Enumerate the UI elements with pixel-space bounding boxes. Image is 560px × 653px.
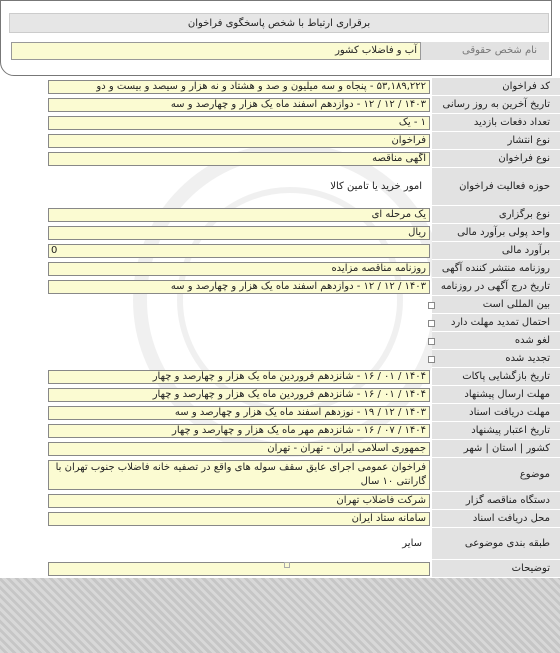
detail-value-field[interactable]: 0: [48, 244, 430, 258]
detail-label: مهلت دریافت اسناد: [432, 404, 560, 422]
detail-value-field[interactable]: فراخوان عمومی اجرای عایق سقف سوله های واقع در تصفیه خانه فاضلاب جنوب تهران با گارانتی ۱۰ سال: [48, 460, 430, 490]
detail-row: [0, 386, 560, 404]
detail-value-field[interactable]: یک مرحله ای: [48, 208, 430, 222]
detail-label: حوزه فعالیت فراخوان: [432, 168, 560, 206]
detail-label: محل دریافت اسناد: [432, 510, 560, 528]
detail-row: [0, 242, 560, 260]
detail-row: [0, 168, 560, 206]
detail-label: کشور | استان | شهر: [432, 440, 560, 458]
detail-row: [0, 260, 560, 278]
detail-row: [0, 332, 560, 350]
detail-value-field[interactable]: ۵۳,۱۸۹,۲۲۲ - پنجاه و سه میلیون و صد و هشتاد و نه هزار و سیصد و بیست و دو: [48, 80, 430, 94]
detail-row: [0, 114, 560, 132]
detail-value-field[interactable]: ۱۴۰۳ / ۱۲ / ۱۲ - دوازدهم اسفند ماه یک هزار و چهارصد و سه: [48, 280, 430, 294]
detail-label: نوع انتشار: [432, 132, 560, 150]
page-footer-area: [0, 578, 560, 653]
detail-value-field[interactable]: ۱۴۰۴ / ۰۱ / ۱۶ - شانزدهم فروردین ماه یک هزار و چهارصد و چهار: [48, 370, 430, 384]
detail-label: طبقه بندی موضوعی: [432, 528, 560, 560]
detail-value-field[interactable]: جمهوری اسلامی ایران - تهران - تهران: [48, 442, 430, 456]
detail-label: بین المللی است: [432, 296, 560, 314]
detail-label: موضوع: [432, 458, 560, 492]
detail-label: نوع فراخوان: [432, 150, 560, 168]
detail-value-field[interactable]: ۱۴۰۴ / ۰۱ / ۱۶ - شانزدهم فروردین ماه یک هزار و چهارصد و چهار: [48, 388, 430, 402]
detail-value-field[interactable]: شرکت فاضلاب تهران: [48, 494, 430, 508]
detail-label: تاریخ درج آگهی در روزنامه: [432, 278, 560, 296]
detail-row: [0, 458, 560, 492]
detail-value-field[interactable]: ۱۴۰۴ / ۰۷ / ۱۶ - شانزدهم مهر ماه یک هزار و چهارصد و چهار: [48, 424, 430, 438]
detail-row: [0, 96, 560, 114]
detail-value-text: سایر: [402, 538, 422, 549]
detail-row: [0, 78, 560, 96]
detail-row: [0, 368, 560, 386]
detail-row: [0, 440, 560, 458]
detail-row: [0, 510, 560, 528]
detail-row: [0, 560, 560, 578]
legal-entity-label: نام شخص حقوقی: [421, 42, 549, 60]
contact-panel-title: برقراری ارتباط با شخص پاسخگوی فراخوان: [9, 13, 549, 33]
detail-row: [0, 224, 560, 242]
detail-label: تاریخ اعتبار پیشنهاد: [432, 422, 560, 440]
legal-entity-row: [9, 42, 549, 60]
pager-dot: [284, 562, 290, 568]
detail-value-field[interactable]: ۱۴۰۳ / ۱۲ / ۱۹ - نوزدهم اسفند ماه یک هزار و چهارصد و سه: [48, 406, 430, 420]
detail-label: برآورد مالی: [432, 242, 560, 260]
detail-label: کد فراخوان: [432, 78, 560, 96]
detail-row: [0, 492, 560, 510]
detail-row: [0, 150, 560, 168]
detail-label: احتمال تمدید مهلت دارد: [432, 314, 560, 332]
detail-checkbox[interactable]: [428, 302, 435, 309]
detail-value-field[interactable]: ۱۴۰۳ / ۱۲ / ۱۲ - دوازدهم اسفند ماه یک هزار و چهارصد و سه: [48, 98, 430, 112]
detail-checkbox[interactable]: [428, 338, 435, 345]
legal-entity-field[interactable]: آب و فاضلاب کشور: [11, 42, 421, 60]
detail-label: تعداد دفعات بازدید: [432, 114, 560, 132]
detail-row: [0, 296, 560, 314]
detail-value-field[interactable]: سامانه ستاد ایران: [48, 512, 430, 526]
detail-row: [0, 206, 560, 224]
contact-panel: [0, 0, 552, 76]
detail-value-field[interactable]: ۱ - یک: [48, 116, 430, 130]
detail-value-field[interactable]: آگهی مناقصه: [48, 152, 430, 166]
detail-row: [0, 132, 560, 150]
detail-value-field[interactable]: [48, 562, 430, 576]
detail-row: [0, 422, 560, 440]
detail-label: دستگاه مناقصه گزار: [432, 492, 560, 510]
detail-row: [0, 404, 560, 422]
detail-row: [0, 350, 560, 368]
detail-label: تاریخ بازگشایی پاکات: [432, 368, 560, 386]
detail-label: لغو شده: [432, 332, 560, 350]
detail-row: [0, 314, 560, 332]
detail-checkbox[interactable]: [428, 356, 435, 363]
detail-label: تاریخ آخرین به روز رسانی: [432, 96, 560, 114]
detail-value-field[interactable]: روزنامه مناقصه مزایده: [48, 262, 430, 276]
detail-value-field[interactable]: فراخوان: [48, 134, 430, 148]
detail-label: روزنامه منتشر کننده آگهی: [432, 260, 560, 278]
detail-label: مهلت ارسال پیشنهاد: [432, 386, 560, 404]
detail-checkbox[interactable]: [428, 320, 435, 327]
detail-value-field[interactable]: ریال: [48, 226, 430, 240]
detail-label: نوع برگزاری: [432, 206, 560, 224]
detail-row: [0, 278, 560, 296]
detail-value-text: امور خرید یا تامین کالا: [330, 181, 422, 192]
detail-label: واحد پولی برآورد مالی: [432, 224, 560, 242]
detail-label: تجدید شده: [432, 350, 560, 368]
detail-row: [0, 528, 560, 560]
detail-label: توضیحات: [432, 560, 560, 578]
